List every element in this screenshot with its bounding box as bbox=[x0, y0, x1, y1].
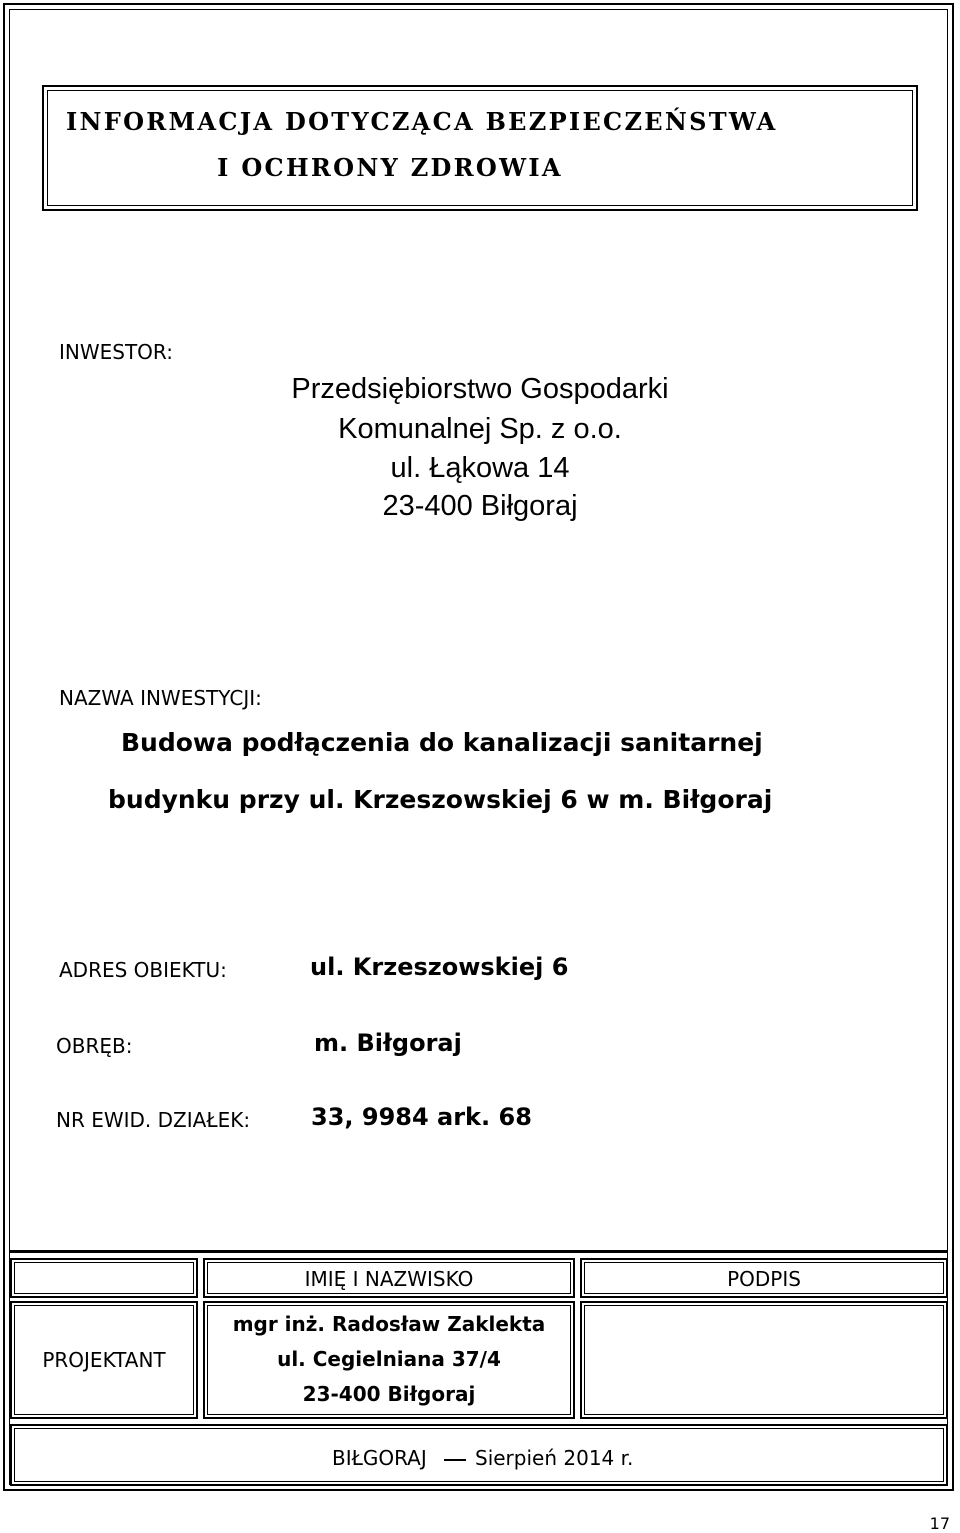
investor-label: INWESTOR: bbox=[59, 340, 173, 364]
footer-dash bbox=[444, 1459, 466, 1461]
section-divider bbox=[9, 1250, 948, 1253]
precinct-label: OBRĘB: bbox=[56, 1034, 133, 1058]
document-title-line2: I OCHRONY ZDROWIA bbox=[217, 153, 563, 182]
table-header-name: IMIĘ I NAZWISKO bbox=[304, 1267, 474, 1291]
plot-number-label: NR EWID. DZIAŁEK: bbox=[56, 1108, 251, 1132]
investor-city: 23-400 Biłgoraj bbox=[382, 490, 578, 522]
table-empty-header-cell bbox=[10, 1258, 198, 1298]
object-address-label: ADRES OBIEKTU: bbox=[59, 958, 227, 982]
table-header-name-cell bbox=[203, 1258, 575, 1298]
cell-border bbox=[14, 1262, 194, 1294]
investor-street: ul. Łąkowa 14 bbox=[390, 452, 570, 484]
designer-street: ul. Cegielniana 37/4 bbox=[277, 1347, 501, 1371]
designer-city: 23-400 Biłgoraj bbox=[302, 1382, 476, 1406]
page-number: 17 bbox=[929, 1514, 950, 1533]
investor-name-line2: Komunalnej Sp. z o.o. bbox=[338, 413, 622, 445]
document-title-line1: INFORMACJA DOTYCZĄCA BEZPIECZEŃSTWA bbox=[66, 107, 778, 136]
table-header-signature: PODPIS bbox=[727, 1267, 801, 1291]
footer-date: Sierpień 2014 r. bbox=[475, 1446, 634, 1470]
investment-label: NAZWA INWESTYCJI: bbox=[59, 686, 262, 710]
table-header-signature-cell bbox=[580, 1258, 948, 1298]
cell-border bbox=[584, 1305, 944, 1415]
designer-name: mgr inż. Radosław Zaklekta bbox=[232, 1312, 546, 1336]
table-role-cell bbox=[10, 1301, 198, 1419]
designer-role: PROJEKTANT bbox=[42, 1348, 166, 1372]
investment-name-line1: Budowa podłączenia do kanalizacji sanitarnej bbox=[121, 728, 763, 757]
table-designer-cell bbox=[203, 1301, 575, 1419]
investor-name-line1: Przedsiębiorstwo Gospodarki bbox=[291, 373, 669, 405]
footer-place: BIŁGORAJ bbox=[332, 1446, 427, 1470]
footer-cell bbox=[10, 1424, 948, 1486]
title-box bbox=[42, 85, 918, 211]
precinct-value: m. Biłgoraj bbox=[314, 1029, 462, 1057]
object-address-value: ul. Krzeszowskiej 6 bbox=[310, 953, 569, 981]
investment-name-line2: budynku przy ul. Krzeszowskiej 6 w m. Biłgoraj bbox=[108, 785, 773, 814]
plot-number-value: 33, 9984 ark. 68 bbox=[311, 1103, 532, 1131]
table-signature-cell bbox=[580, 1301, 948, 1419]
